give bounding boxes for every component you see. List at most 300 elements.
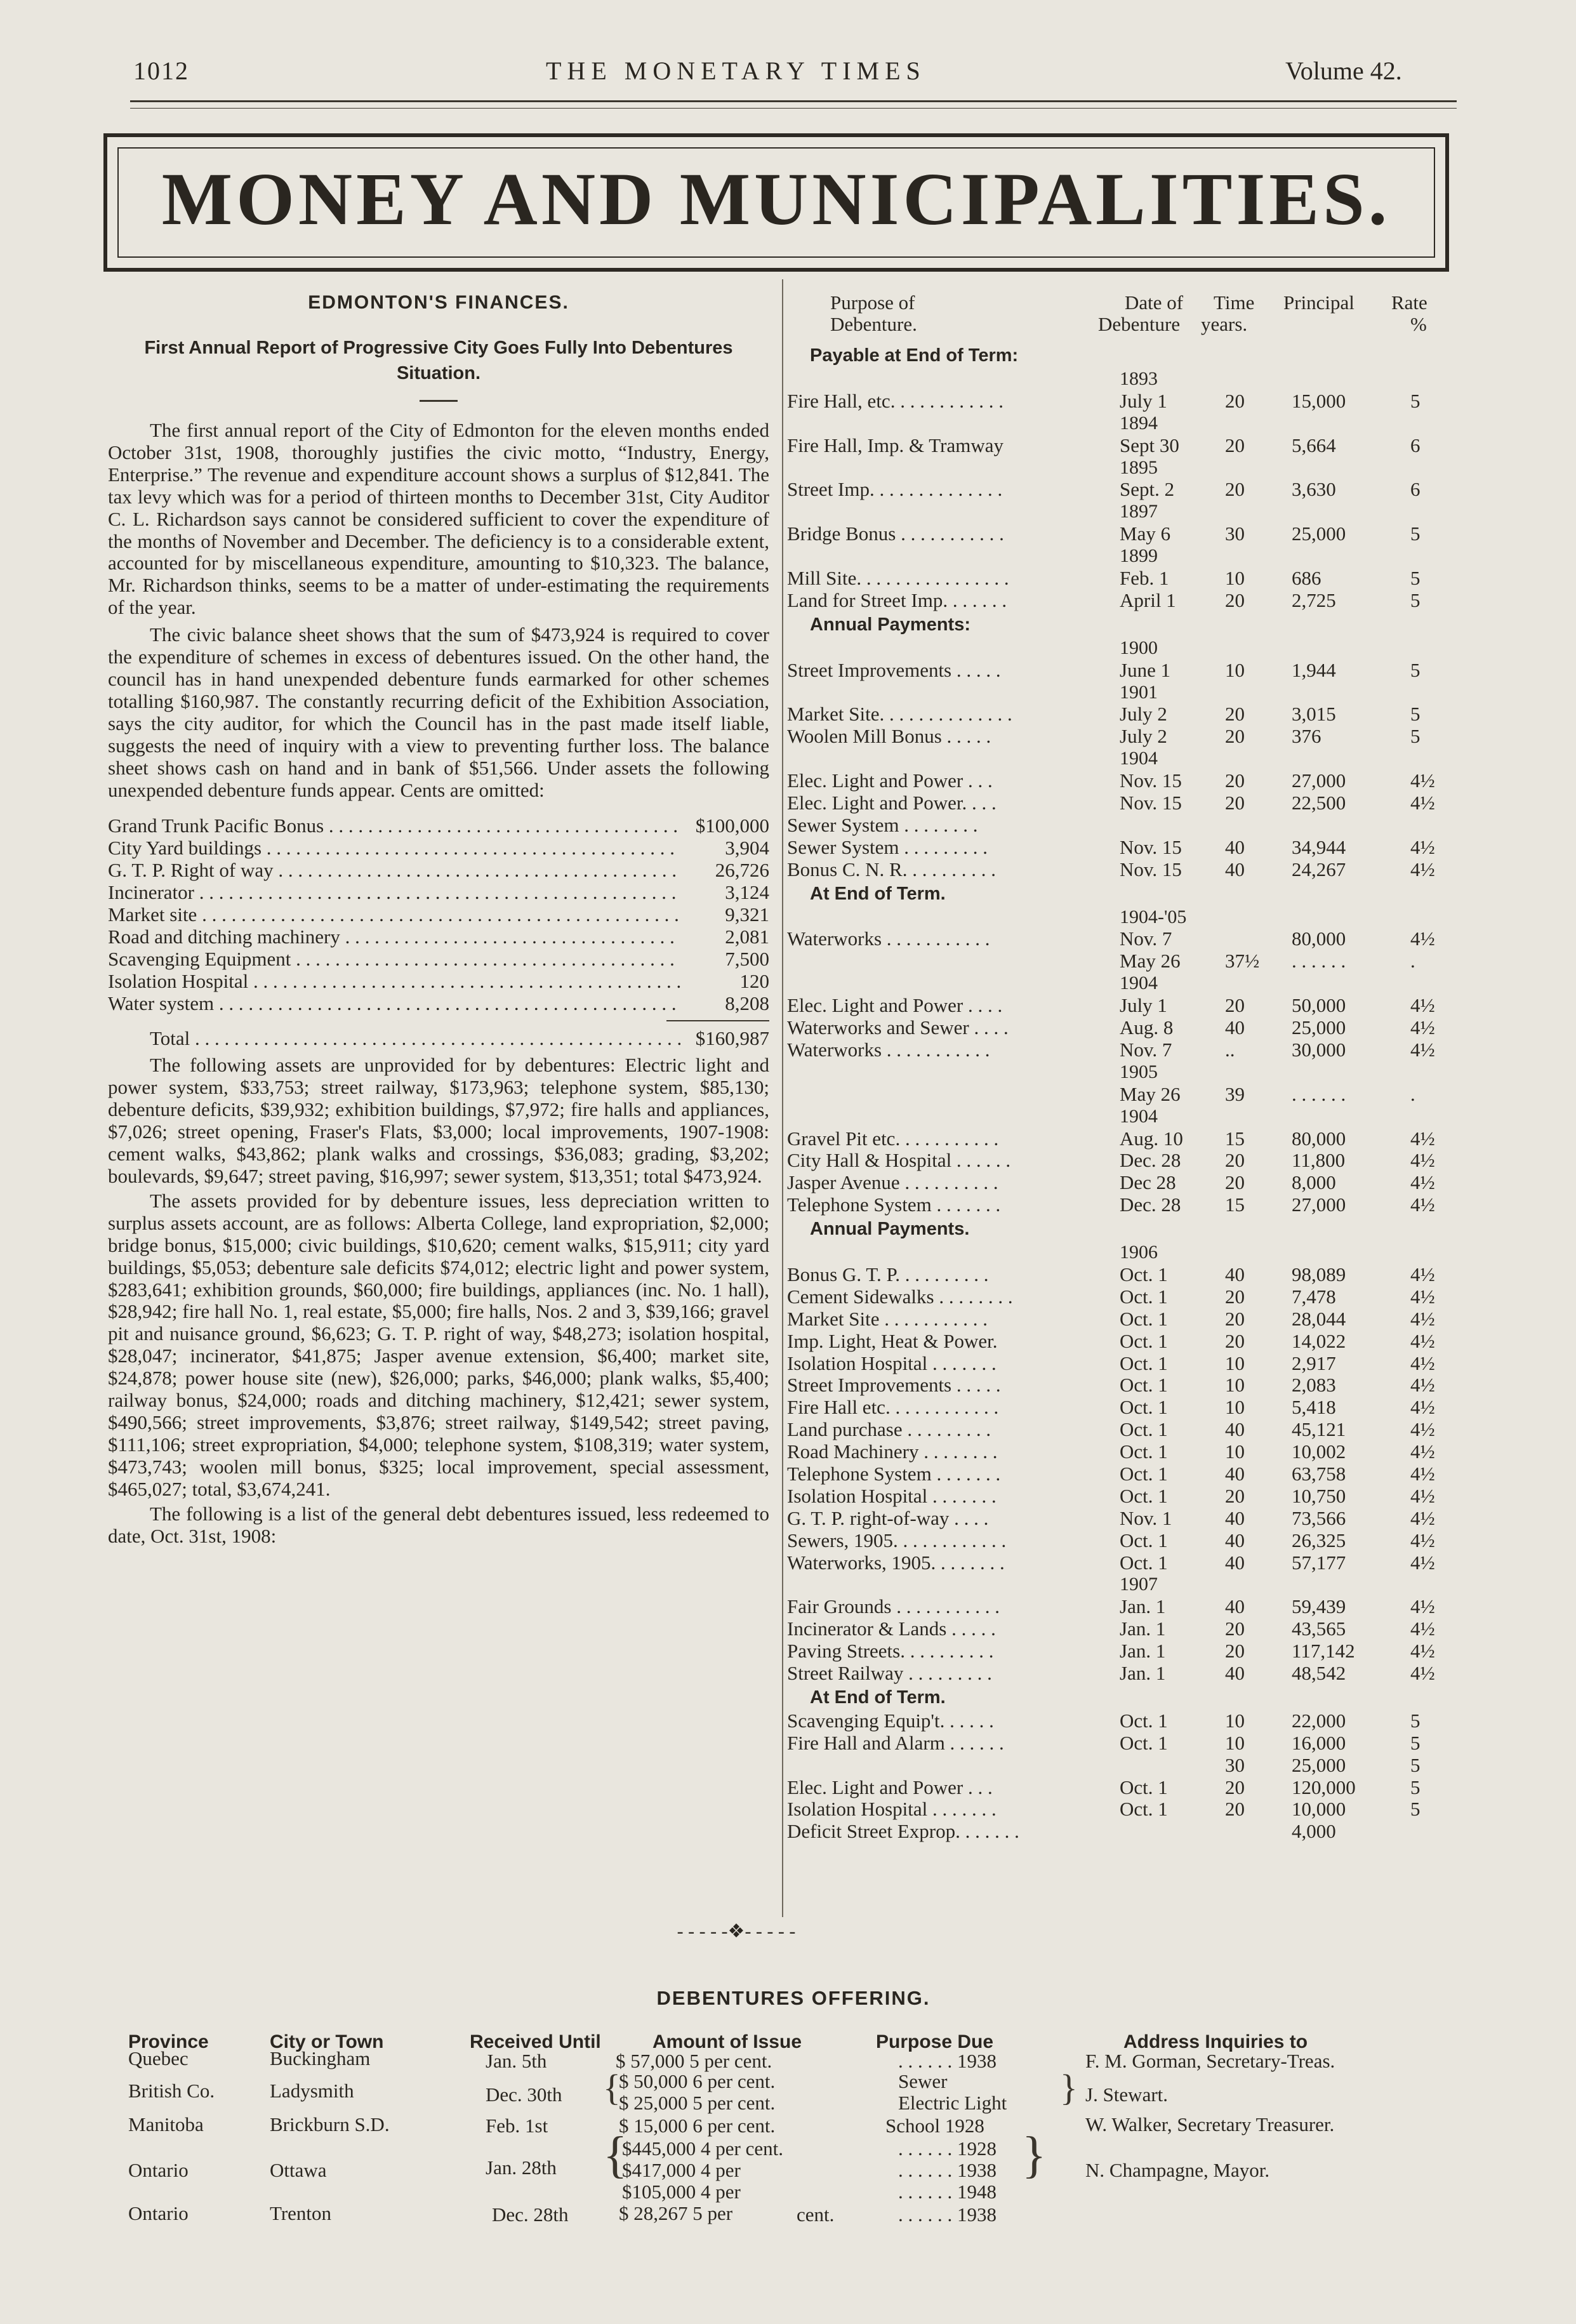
brace-left: { — [603, 2127, 628, 2183]
cell-purpose: Mill Site. . . . . . . . . . . . . . . . — [787, 568, 1009, 590]
cell-time: .. — [1225, 1038, 1235, 1061]
cell-rate: 4½ — [1410, 1127, 1435, 1150]
table-row — [787, 523, 1450, 545]
ledger-amount: 3,124 — [725, 881, 769, 904]
cell-received: Feb. 1st — [486, 2115, 548, 2137]
cell-purpose: G. T. P. right-of-way . . . . — [787, 1507, 989, 1529]
cell-purpose: Waterworks . . . . . . . . . . . — [787, 1039, 990, 1061]
cell-time: 10 — [1225, 1440, 1245, 1463]
cell-city: Ottawa — [270, 2159, 327, 2181]
cell-purpose: . . . . . . 1938 — [898, 2050, 997, 2072]
cell-date: Oct. 1 — [1120, 1263, 1168, 1285]
cell-rate: 4½ — [1410, 1263, 1435, 1285]
table-row — [787, 1530, 1450, 1552]
cell-rate: 4½ — [1410, 1038, 1435, 1061]
cell-address: N. Champagne, Mayor. — [1085, 2159, 1270, 2181]
cell-province: Ontario — [128, 2159, 189, 2181]
article-title: EDMONTON'S FINANCES. — [308, 292, 569, 313]
cell-rate: 4½ — [1410, 1307, 1435, 1330]
cell-time: 10 — [1225, 567, 1245, 590]
cell-purpose: Land for Street Imp. . . . . . . — [787, 589, 1007, 611]
ledger-row — [108, 948, 769, 971]
cell-address: W. Walker, Secretary Treasurer. — [1085, 2113, 1335, 2135]
cell-purpose-b: . . . . . . 1938 — [898, 2159, 997, 2181]
ledger-total-label: Total . . . — [150, 1028, 680, 1050]
cell-date: Feb. 1 — [1120, 567, 1169, 590]
cell-rate: 4½ — [1410, 1440, 1435, 1463]
cell-principal: 2,917 — [1292, 1351, 1336, 1374]
cell-amount: $ 28,267 5 per — [619, 2202, 733, 2224]
cell-time: 40 — [1225, 1661, 1245, 1684]
cell-purpose: Street Railway . . . . . . . . . — [787, 1662, 992, 1684]
cell-date: June 1 — [1120, 658, 1171, 681]
cell-time: 40 — [1225, 1418, 1245, 1441]
cell-rate: 4½ — [1410, 1551, 1435, 1574]
col-date-header: Date of — [1125, 291, 1184, 314]
table-row — [787, 1618, 1450, 1640]
cell-purpose-b: Electric Light — [898, 2092, 1007, 2114]
cell-province: Quebec — [128, 2047, 189, 2069]
cell-city: Brickburn S.D. — [270, 2113, 390, 2135]
cell-date: Oct. 1 — [1120, 1329, 1168, 1352]
cell-time: 20 — [1225, 1776, 1245, 1798]
cell-time: 39 — [1225, 1082, 1245, 1105]
cell-date: Oct. 1 — [1120, 1307, 1168, 1330]
table-row — [787, 1552, 1450, 1574]
cell-rate: 5 — [1410, 1731, 1420, 1754]
table-row — [787, 1441, 1450, 1463]
cell-purpose: Land purchase . . . . . . . . . — [787, 1419, 991, 1441]
year-label — [787, 1106, 1450, 1128]
cell-rate: 4½ — [1410, 1374, 1435, 1397]
cell-date: July 1 — [1120, 994, 1167, 1017]
table-row — [787, 1777, 1450, 1799]
cell-principal: 4,000 — [1292, 1820, 1336, 1843]
cell-purpose: Sewer System . . . . . . . . . — [787, 836, 988, 858]
table-row — [787, 1397, 1450, 1419]
brace-right: } — [1060, 2067, 1078, 2108]
cell-purpose: Market Site . . . . . . . . . . . — [787, 1308, 988, 1330]
cell-time: 20 — [1225, 792, 1245, 814]
cell-principal: 376 — [1292, 725, 1321, 748]
section-heading: Annual Payments. — [810, 1219, 970, 1240]
cell-date: Oct. 1 — [1120, 1709, 1168, 1732]
header-amount: Amount of Issue — [652, 2031, 802, 2052]
cell-date: July 2 — [1120, 703, 1167, 726]
cell-rate: 4½ — [1410, 1529, 1435, 1551]
table-row — [787, 1308, 1450, 1331]
cell-date: July 1 — [1120, 389, 1167, 412]
cell-address: J. Stewart. — [1085, 2083, 1169, 2106]
table-row — [787, 770, 1450, 792]
cell-rate: 4½ — [1410, 1640, 1435, 1663]
cell-time: 10 — [1225, 1351, 1245, 1374]
cell-purpose: Incinerator & Lands . . . . . — [787, 1618, 996, 1640]
cell-date: May 26 — [1120, 950, 1181, 973]
cell-time: 20 — [1225, 434, 1245, 456]
title-dash — [420, 400, 458, 402]
year-text: 1906 — [1120, 1242, 1158, 1263]
table-row — [787, 1039, 1450, 1061]
cell-time: 10 — [1225, 1731, 1245, 1754]
cell-rate: 5 — [1410, 567, 1420, 590]
cell-rate: 5 — [1410, 725, 1420, 748]
cell-date: Nov. 15 — [1120, 835, 1182, 858]
cell-purpose: Street Imp. . . . . . . . . . . . . . — [787, 479, 1003, 501]
cell-time: 20 — [1225, 588, 1245, 611]
cell-rate: 5 — [1410, 658, 1420, 681]
paragraph-2: The civic balance sheet shows that the sum of $473,924 is required to cover the expenditure of schemes in excess of debentures issued. On the other hand, the council has in hand unexpended debenture funds earmarked for other schemes totalling $160,987. The constantly recurring deficit of the Exhibition Association, says the city auditor, for which the Council has in the past made itself liable, suggests the need of inquiry with a view to preventing further loss. The balance sheet shows cash on hand and in bank of $51,566. Under assets the following unexpended debenture funds appear. Cents are omitted: — [108, 623, 769, 801]
cell-purpose: Isolation Hospital . . . . . . . — [787, 1485, 997, 1507]
brace-left: { — [603, 2067, 621, 2108]
table-row — [787, 928, 1450, 950]
cell-principal: 57,177 — [1292, 1551, 1346, 1574]
section-banner — [103, 133, 1449, 272]
table-row — [787, 660, 1450, 682]
table-row — [787, 1710, 1450, 1732]
year-label — [787, 973, 1450, 995]
ledger-row — [108, 926, 769, 948]
cell-date: Aug. 10 — [1120, 1127, 1183, 1150]
cell-rate: 4½ — [1410, 1617, 1435, 1640]
cell-purpose: Fire Hall, etc. . . . . . . . . . . . — [787, 390, 1003, 412]
cell-time: 40 — [1225, 1551, 1245, 1574]
cell-time: 37½ — [1225, 950, 1260, 973]
ledger-name: Market site . . . — [108, 904, 680, 926]
cell-purpose: Elec. Light and Power . . . — [787, 770, 993, 792]
cell-amount: $ 15,000 6 per cent. — [619, 2115, 776, 2137]
year-label — [787, 906, 1450, 929]
debentures-title: DEBENTURES OFFERING. — [656, 1987, 930, 2009]
cell-time: 40 — [1225, 1595, 1245, 1618]
paragraph-1: The first annual report of the City of Edmonton for the eleven months ended October 31st, 1908, thoroughly justifies the civic motto, “Industry, Energy, Enterprise.” The revenue and expenditure account shows a surplus of $12,841. The tax levy which was for a period of thirteen months to December 31st, City Auditor C. L. Richardson says cannot be considered sufficient to cover the expenditure of the months of November and December. The deficiency is to a considerable extent, accounted for by miscellaneous expenditure, amounting to $10,323. The balance, Mr. Richardson thinks, seems to be a matter of under-estimating the requirements of the year. — [108, 419, 769, 619]
ledger-total-amount: $160,987 — [695, 1026, 769, 1049]
cell-rate: 5 — [1410, 522, 1420, 545]
ledger-amount: 2,081 — [725, 925, 769, 948]
cell-amount: $ 57,000 5 per cent. — [616, 2050, 772, 2072]
table-row — [787, 792, 1450, 814]
table-row — [787, 703, 1450, 726]
ledger-name: Water system . . . — [108, 993, 680, 1015]
cell-principal: . . . . . . — [1292, 950, 1346, 973]
cell-date: Nov. 15 — [1120, 769, 1182, 792]
cell-date: Oct. 1 — [1120, 1731, 1168, 1754]
cell-purpose: School 1928 — [885, 2115, 984, 2137]
cell-date: May 26 — [1120, 1082, 1181, 1105]
cell-time: 40 — [1225, 1263, 1245, 1285]
cell-province: British Co. — [128, 2080, 215, 2102]
year-text: 1895 — [1120, 456, 1158, 478]
cell-time: 15 — [1225, 1193, 1245, 1216]
ledger-amount: 9,321 — [725, 903, 769, 926]
cell-principal: 25,000 — [1292, 522, 1346, 545]
cell-rate: 4½ — [1410, 835, 1435, 858]
cell-principal: 3,015 — [1292, 703, 1336, 726]
year-label — [787, 368, 1450, 390]
cell-principal: 15,000 — [1292, 389, 1346, 412]
cell-time: 40 — [1225, 1529, 1245, 1551]
year-text: 1904-'05 — [1120, 906, 1187, 927]
table-row — [787, 1264, 1450, 1286]
cell-rate: 4½ — [1410, 1171, 1435, 1194]
cell-rate: 4½ — [1410, 1506, 1435, 1529]
cell-principal: 26,325 — [1292, 1529, 1346, 1551]
cell-date: Oct. 1 — [1120, 1396, 1168, 1419]
cell-time: 20 — [1225, 703, 1245, 726]
cell-principal: 98,089 — [1292, 1263, 1346, 1285]
cell-principal: 43,565 — [1292, 1617, 1346, 1640]
cell-time: 10 — [1225, 1396, 1245, 1419]
banner-title: MONEY AND MUNICIPALITIES. — [161, 157, 1391, 241]
table-row — [787, 1419, 1450, 1441]
ledger-name: Isolation Hospital . . . — [108, 971, 680, 993]
cell-city: Trenton — [270, 2202, 332, 2224]
cell-time: 20 — [1225, 478, 1245, 501]
col-principal-header: Principal — [1283, 291, 1354, 314]
paragraph-5: The following is a list of the general debt debentures issued, less redeemed to date, Oct. 31st, 1908: — [108, 1502, 769, 1547]
cell-purpose-a: . . . . . . 1928 — [898, 2137, 997, 2160]
ledger-list — [108, 815, 769, 1049]
year-label — [787, 1061, 1450, 1084]
cell-date: Oct. 1 — [1120, 1462, 1168, 1485]
ledger-row — [108, 882, 769, 904]
table-row — [787, 1640, 1450, 1663]
year-label — [787, 501, 1450, 523]
section-heading: At End of Term. — [810, 1687, 946, 1708]
cell-purpose: Sewers, 1905. . . . . . . . . . . . — [787, 1529, 1007, 1551]
table-row — [787, 1128, 1450, 1150]
table-row — [787, 995, 1450, 1017]
cell-rate: 4½ — [1410, 1595, 1435, 1618]
cell-time: 40 — [1225, 1016, 1245, 1039]
table-row — [787, 1821, 1450, 1843]
year-label — [787, 748, 1450, 770]
cell-time: 20 — [1225, 1307, 1245, 1330]
cell-principal: 14,022 — [1292, 1329, 1346, 1352]
cell-principal: 80,000 — [1292, 1127, 1346, 1150]
table-row — [787, 479, 1450, 501]
cell-principal: 120,000 — [1292, 1776, 1356, 1798]
cell-received: Jan. 5th — [486, 2050, 547, 2072]
cell-rate: . — [1410, 1082, 1415, 1105]
ledger-amount: 3,904 — [725, 837, 769, 860]
table-row — [787, 1084, 1450, 1106]
cell-rate: . — [1410, 950, 1415, 973]
cell-time: 20 — [1225, 1285, 1245, 1308]
cell-rate: 4½ — [1410, 1193, 1435, 1216]
cell-purpose-c: . . . . . . 1948 — [898, 2181, 997, 2203]
cell-principal: 22,500 — [1292, 792, 1346, 814]
cell-time: 20 — [1225, 1329, 1245, 1352]
cell-purpose: Isolation Hospital . . . . . . . — [787, 1352, 997, 1374]
cell-date: Oct. 1 — [1120, 1529, 1168, 1551]
column-divider — [782, 279, 783, 1917]
ledger-amount: 120 — [739, 969, 769, 992]
ledger-name: Road and ditching machinery . . . — [108, 926, 680, 948]
cell-date: Jan. 1 — [1120, 1617, 1166, 1640]
journal-title: THE MONETARY TIMES — [546, 56, 926, 85]
cell-time: 20 — [1225, 1149, 1245, 1172]
cell-time: 20 — [1225, 1640, 1245, 1663]
cell-received: Dec. 28th — [492, 2203, 569, 2226]
cell-address: F. M. Gorman, Secretary-Treas. — [1085, 2050, 1335, 2072]
cell-purpose: Scavenging Equip't. . . . . . — [787, 1710, 994, 1732]
cell-principal: 1,944 — [1292, 658, 1336, 681]
col-date-header-2: Debenture — [1098, 313, 1181, 335]
cell-date: Nov. 1 — [1120, 1506, 1172, 1529]
col-rate-header: Rate — [1391, 291, 1427, 314]
cell-principal: 7,478 — [1292, 1285, 1336, 1308]
cell-amount-a: $445,000 4 per cent. — [622, 2137, 783, 2160]
volume-label: Volume 42. — [1285, 56, 1402, 85]
ledger-row — [108, 993, 769, 1015]
cell-amount-b: $ 25,000 5 per cent. — [619, 2092, 776, 2114]
col-purpose-header-2: Debenture. — [830, 313, 917, 335]
cell-amount-c: $105,000 4 per — [622, 2181, 741, 2203]
table-row — [787, 1017, 1450, 1039]
cell-purpose: Fire Hall etc. . . . . . . . . . . . — [787, 1397, 999, 1419]
cell-principal: . . . . . . — [1292, 1082, 1346, 1105]
cell-principal: 3,630 — [1292, 478, 1336, 501]
cell-rate: 4½ — [1410, 1484, 1435, 1507]
table-row — [787, 590, 1450, 612]
cell-date: Oct. 1 — [1120, 1798, 1168, 1821]
year-text: 1907 — [1120, 1574, 1158, 1595]
cell-principal: 25,000 — [1292, 1016, 1346, 1039]
cell-principal: 80,000 — [1292, 927, 1346, 950]
paragraph-4: The assets provided for by debenture issues, less depreciation written to surplus assets account, are as follows: Alberta College, land expropriation, $2,000; bridge bonus, $15,000; civic buildings, $10,620; cement walks, $15,911; city yard buildings, $5,053; debenture sale deficits $74,012; electric light and power system, $283,641; exhibition grounds, $60,000; fire buildings, appliances (inc. No. 1 hall), $28,942; fire hall No. 1, real estate, $5,000; fire halls, Nos. 2 and 3, $39,166; gravel pit and nuisance ground, $6,623; G. T. P. right of way, $48,273; isolation hospital, $28,047; incinerator, $41,875; Jasper avenue extension, $6,400; market site, $24,878; power house site (new), $26,000; parks, $46,000; plank walks, $5,400; railway bonus, $24,000; roads and ditching machinery, $12,421; sewer system, $490,566; street improvements, $3,876; street railway, $149,542; street paving, $111,106; street expropriation, $4,000; telephone system, $108,319; water system, $473,743; woolen mill bonus, $325; local improvement, special assessment, $465,027; total, $3,674,241. — [108, 1189, 769, 1500]
cell-purpose: Waterworks and Sewer . . . . — [787, 1017, 1009, 1039]
table-row — [787, 814, 1450, 837]
year-text: 1897 — [1120, 501, 1158, 522]
cell-city: Buckingham — [270, 2047, 371, 2069]
year-text: 1894 — [1120, 412, 1158, 434]
cell-purpose: Road Machinery . . . . . . . . — [787, 1441, 998, 1463]
cell-principal: 2,083 — [1292, 1374, 1336, 1397]
cell-purpose: Imp. Light, Heat & Power. — [787, 1330, 998, 1352]
brace-right: } — [1022, 2127, 1047, 2183]
cell-time: 40 — [1225, 835, 1245, 858]
cell-rate: 4½ — [1410, 994, 1435, 1017]
cell-time: 30 — [1225, 522, 1245, 545]
cell-time: 40 — [1225, 1462, 1245, 1485]
year-label — [787, 413, 1450, 435]
section-heading: Payable at End of Term: — [810, 345, 1019, 366]
page-number: 1012 — [133, 56, 189, 85]
cell-rate: 4½ — [1410, 1396, 1435, 1419]
cell-date: Oct. 1 — [1120, 1440, 1168, 1463]
cell-principal: 11,800 — [1292, 1149, 1346, 1172]
col-purpose-header: Purpose of — [830, 291, 915, 314]
year-label — [787, 457, 1450, 479]
ledger-row — [108, 971, 769, 993]
cell-time: 10 — [1225, 658, 1245, 681]
cell-principal: 34,944 — [1292, 835, 1346, 858]
cell-purpose: Telephone System . . . . . . . — [787, 1194, 1001, 1216]
year-label — [787, 682, 1450, 704]
cell-date: May 6 — [1120, 522, 1171, 545]
cell-date: Sept. 2 — [1120, 478, 1175, 501]
cell-purpose: Jasper Avenue . . . . . . . . . . — [787, 1172, 998, 1194]
cell-time: 20 — [1225, 769, 1245, 792]
cell-purpose: Gravel Pit etc. . . . . . . . . . . — [787, 1127, 999, 1150]
cell-principal: 8,000 — [1292, 1171, 1336, 1194]
cell-date: Nov. 15 — [1120, 792, 1182, 814]
cell-received: Dec. 30th — [486, 2083, 562, 2106]
cell-purpose: Waterworks . . . . . . . . . . . — [787, 928, 990, 950]
cell-purpose: Cement Sidewalks . . . . . . . . — [787, 1285, 1013, 1308]
table-row — [787, 1331, 1450, 1353]
cell-date: Oct. 1 — [1120, 1285, 1168, 1308]
cell-principal: 10,000 — [1292, 1798, 1346, 1821]
cell-rate: 5 — [1410, 1776, 1420, 1798]
year-label — [787, 637, 1450, 660]
header-purpose: Purpose Due — [876, 2031, 994, 2052]
cell-purpose: Waterworks, 1905. . . . . . . . — [787, 1551, 1005, 1574]
cell-date: Nov. 7 — [1120, 927, 1172, 950]
cell-time: 20 — [1225, 389, 1245, 412]
cell-rate: 5 — [1410, 588, 1420, 611]
cell-rate: 5 — [1410, 389, 1420, 412]
cell-rate: 4½ — [1410, 1661, 1435, 1684]
col-rate-header-2: % — [1410, 313, 1427, 335]
cell-date: Jan. 1 — [1120, 1640, 1166, 1663]
cell-rate: 4½ — [1410, 1462, 1435, 1485]
cell-time: 40 — [1225, 1506, 1245, 1529]
table-row — [787, 1194, 1450, 1216]
year-text: 1905 — [1120, 1061, 1158, 1082]
cell-date: Oct. 1 — [1120, 1351, 1168, 1374]
ledger-row — [108, 837, 769, 860]
cell-purpose: Market Site. . . . . . . . . . . . . . — [787, 703, 1012, 726]
col-time-header-2: years. — [1201, 313, 1248, 335]
cell-rate: 4½ — [1410, 1285, 1435, 1308]
cell-date: Nov. 15 — [1120, 858, 1182, 880]
cell-date: Oct. 1 — [1120, 1776, 1168, 1798]
cell-time: 15 — [1225, 1127, 1245, 1150]
ledger-name: City Yard buildings . . . — [108, 837, 680, 860]
year-text: 1901 — [1120, 681, 1158, 703]
cell-principal: 5,664 — [1292, 434, 1336, 456]
table-row — [787, 435, 1450, 457]
cell-principal: 10,002 — [1292, 1440, 1346, 1463]
cell-time: 20 — [1225, 725, 1245, 748]
cell-date: Jan. 1 — [1120, 1661, 1166, 1684]
cell-date: Aug. 8 — [1120, 1016, 1174, 1039]
cell-principal: 24,267 — [1292, 858, 1346, 880]
table-row — [787, 1150, 1450, 1172]
ledger-amount: $100,000 — [695, 814, 769, 837]
cell-date: Oct. 1 — [1120, 1484, 1168, 1507]
cell-amount-tail: cent. — [797, 2203, 835, 2226]
table-row — [787, 1172, 1450, 1194]
cell-province: Ontario — [128, 2202, 189, 2224]
cell-time: 20 — [1225, 1484, 1245, 1507]
ledger-amount: 26,726 — [715, 859, 769, 882]
year-text: 1893 — [1120, 368, 1158, 389]
cell-purpose: Telephone System . . . . . . . — [787, 1463, 1001, 1485]
table-row — [787, 837, 1450, 859]
cell-date: Oct. 1 — [1120, 1374, 1168, 1397]
cell-principal: 50,000 — [1292, 994, 1346, 1017]
header-address: Address Inquiries to — [1123, 2031, 1308, 2052]
table-row — [787, 859, 1450, 881]
cell-rate: 4½ — [1410, 1016, 1435, 1039]
header-received: Received Until — [470, 2031, 601, 2052]
debt-table — [787, 292, 1450, 1843]
cell-rate: 4½ — [1410, 1418, 1435, 1441]
cell-time: 30 — [1225, 1753, 1245, 1776]
